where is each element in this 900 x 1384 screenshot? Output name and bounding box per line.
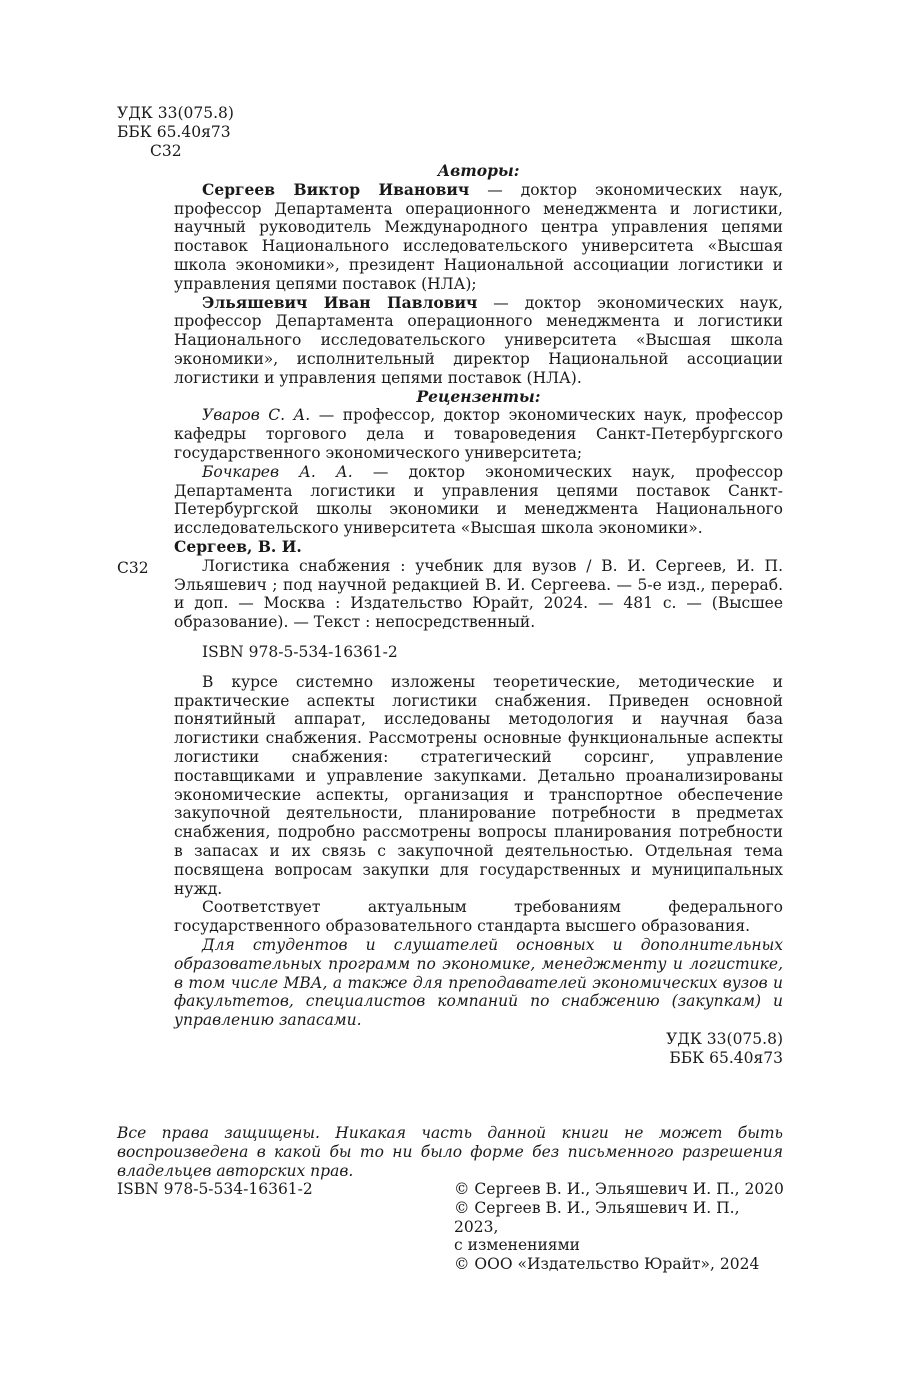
- audience-note: Для студентов и слушателей основных и дополнительных образовательных программ по экономике, менеджменту и логистике, в том числе МВА, а также для преподавателей экономических вузов и факультетов, специалистов компаний по снабжению (закупкам) и управлению запасами.: [174, 935, 783, 1030]
- reviewer-entry: [174, 406, 783, 462]
- copyright-line: © ООО «Издательство Юрайт», 2024: [454, 1255, 760, 1274]
- reviewers-heading: Рецензенты:: [416, 386, 541, 406]
- reviewer-name: Бочкарев А. А.: [202, 462, 353, 481]
- author-entry: [174, 181, 783, 294]
- bbk-code: ББК 65.40я73: [117, 122, 231, 141]
- author-entry: [174, 294, 783, 388]
- author-name: Эльяшевич Иван Павлович: [202, 292, 478, 312]
- catalog-author-heading: Сергеев, В. И.: [174, 537, 302, 556]
- reviewer-name: Уваров С. А.: [202, 406, 311, 425]
- catalog-side-code: С32: [117, 559, 149, 577]
- footer-isbn: ISBN 978-5-534-16361-2: [117, 1180, 313, 1198]
- copyright-line: © Сергеев В. И., Эльяшевич И. П., 2023,: [454, 1198, 740, 1236]
- author-name: Сергеев Виктор Иванович: [202, 179, 470, 199]
- catalog-isbn: ISBN 978-5-534-16361-2: [202, 642, 398, 661]
- catalog-card: [174, 538, 783, 1068]
- copyright-line: © Сергеев В. И., Эльяшевич И. П., 2020: [454, 1180, 784, 1198]
- reviewer-entry: [174, 463, 783, 538]
- abstract: [174, 673, 783, 1030]
- author-mark: С32: [150, 141, 182, 160]
- rights-notice: Все права защищены. Никакая часть данной книги не может быть воспроизведена в какой бы то ни было форме без письменного разрешения владельцев авторских прав.: [117, 1124, 783, 1180]
- author-description: — доктор экономических наук, профессор Департамента операционного менеджмента и логистики Национального исследовательского университета «Высшая школа экономики», исполнительный директор Национальной ассоциации логистики и управления цепями поставок (НЛА).: [174, 293, 783, 387]
- classification-codes-bottom: [174, 1030, 783, 1068]
- copyright-block: [454, 1180, 784, 1274]
- authors-section: [174, 162, 783, 538]
- abstract-paragraph: Соответствует актуальным требованиям федерального государственного образовательного стандарта высшего образования.: [174, 898, 783, 936]
- copyright-line: с изменениями: [454, 1236, 580, 1255]
- classification-codes-top: [117, 104, 234, 160]
- udk-code: УДК 33(075.8): [117, 104, 234, 122]
- reviewer-description: — профессор, доктор экономических наук, профессор кафедры торгового дела и товароведения Санкт-Петербургского государственного экономического университета;: [174, 406, 784, 462]
- authors-heading: Авторы:: [437, 161, 520, 180]
- author-description: — доктор экономических наук, профессор Департамента операционного менеджмента и логистики, научный руководитель Международного центра управления цепями поставок Национального исследовательского университета «Высшая школа экономики», президент Национальной ассоциации логистики и управления цепями поставок (НЛА);: [174, 180, 783, 293]
- bbk-code: ББК 65.40я73: [669, 1048, 783, 1067]
- udk-code: УДК 33(075.8): [666, 1029, 783, 1048]
- abstract-paragraph: В курсе системно изложены теоретические, методические и практические аспекты логистики снабжения. Приведен основной понятийный аппарат, исследованы методология и научная база логистики снабжения. Рассмотрены основные функциональные аспекты логистики снабжения: стратегический сорсинг, управление поставщиками и управление закупками. Детально проанализированы экономические аспекты, организация и транспортное обеспечение закупочной деятельности, планирование потребности в предметах снабжения, подробно рассмотрены вопросы планирования потребности в запасах и их связь с закупочной деятельностью. Отдельная тема посвящена вопросам закупки для государственных и муниципальных нужд.: [174, 672, 783, 898]
- reviewer-description: — доктор экономических наук, профессор Департамента логистики и управления цепями поставок Санкт-Петербургской школы экономики и менеджмента Национального исследовательского университета «Высшая школа экономики».: [174, 462, 783, 538]
- catalog-description: Логистика снабжения : учебник для вузов / В. И. Сергеев, И. П. Эльяшевич ; под научной редакцией В. И. Сергеева. — 5-е изд., перераб. и доп. — Москва : Издательство Юрайт, 2024. — 481 с. — (Высшее образование). — Текст : непосредственный.: [174, 556, 783, 632]
